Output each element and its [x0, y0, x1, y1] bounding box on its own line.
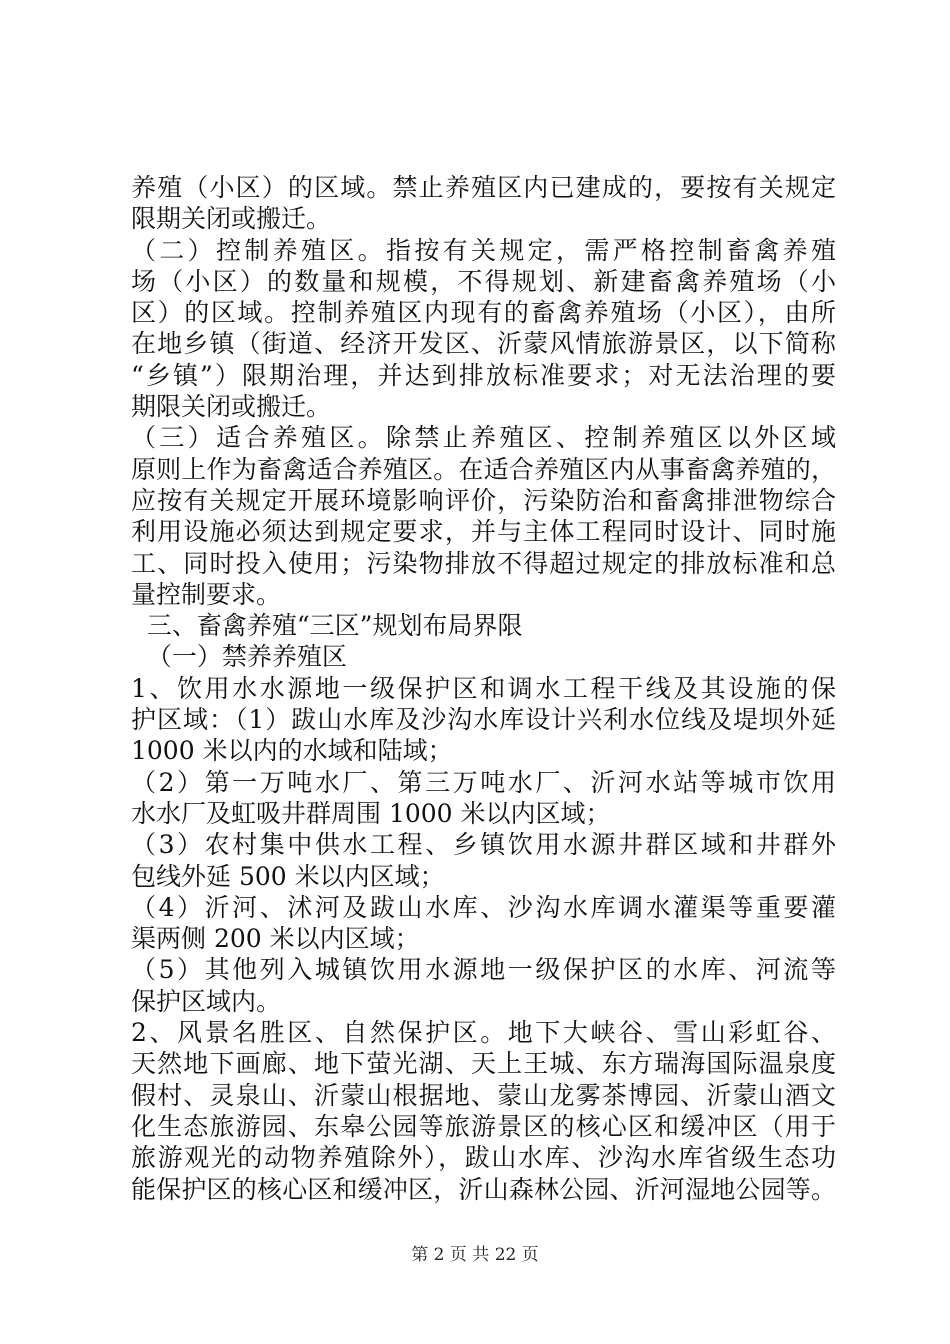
document-body [131, 172, 836, 1205]
text-line: “乡镇”）限期治理，并达到排放标准要求；对无法治理的要 [131, 360, 836, 390]
text-line: 养殖（小区）的区域。禁止养殖区内已建成的，要按有关规定 [131, 173, 836, 202]
text-line: 限期关闭或搬迁。 [131, 204, 332, 234]
text-line: 渠两侧 200 米以内区域； [131, 924, 420, 954]
text-line: 区）的区域。控制养殖区内现有的畜禽养殖场（小区），由所 [131, 298, 836, 328]
text-line: （2）第一万吨水厂、第三万吨水厂、沂河水站等城市饮用 [131, 767, 836, 797]
text-line: （3）农村集中供水工程、乡镇饮用水源井群区域和井群外 [131, 830, 836, 860]
text-line: （4）沂河、沭河及跋山水库、沙沟水库调水灌渠等重要灌 [131, 892, 836, 922]
text-line: （5）其他列入城镇饮用水源地一级保护区的水库、河流等 [131, 955, 836, 985]
text-line: 期限关闭或搬迁。 [131, 392, 332, 422]
text-line: 利用设施必须达到规定要求，并与主体工程同时设计、同时施 [131, 517, 836, 547]
text-line: （一）禁养养殖区 [131, 642, 347, 672]
text-line: 工、同时投入使用；污染物排放不得超过规定的排放标准和总 [131, 548, 836, 578]
page-footer: 第 2 页 共 22 页 [411, 1245, 539, 1265]
text-line: 2、风景名胜区、自然保护区。地下大峡谷、雪山彩虹谷、 [131, 1018, 836, 1048]
text-line: 化生态旅游园、东皋公园等旅游景区的核心区和缓冲区（用于 [131, 1111, 836, 1141]
text-line: 水水厂及虹吸井群周围 1000 米以内区域； [131, 798, 611, 828]
text-line: 原则上作为畜禽适合养殖区。在适合养殖区内从事畜禽养殖的， [131, 454, 836, 484]
text-line: 保护区域内。 [131, 986, 282, 1016]
text-line: 护区域：（1）跋山水库及沙沟水库设计兴利水位线及堤坝外延 [131, 705, 836, 735]
text-line: （三）适合养殖区。除禁止养殖区、控制养殖区以外区域 [131, 423, 836, 453]
text-line: 三、畜禽养殖“三区”规划布局界限 [131, 611, 523, 641]
text-line: 量控制要求。 [131, 579, 282, 609]
text-line: 1000 米以内的水域和陆域； [131, 736, 453, 766]
text-line: 场（小区）的数量和规模，不得规划、新建畜禽养殖场（小 [131, 266, 836, 296]
text-line: 旅游观光的动物养殖除外），跋山水库、沙沟水库省级生态功 [131, 1143, 836, 1173]
text-line: 1、饮用水水源地一级保护区和调水工程干线及其设施的保 [131, 673, 836, 703]
text-line: 能保护区的核心区和缓冲区，沂山森林公园、沂河湿地公园等。 [131, 1174, 836, 1204]
text-line: 天然地下画廊、地下萤光湖、天上王城、东方瑞海国际温泉度 [131, 1049, 836, 1079]
text-line: 假村、灵泉山、沂蒙山根据地、蒙山龙雾茶博园、沂蒙山酒文 [131, 1080, 836, 1110]
text-line: 包线外延 500 米以内区域； [131, 861, 445, 891]
text-line: （二）控制养殖区。指按有关规定，需严格控制畜禽养殖 [131, 235, 836, 265]
text-line: 在地乡镇（街道、经济开发区、沂蒙风情旅游景区，以下简称 [131, 329, 836, 359]
text-line: 应按有关规定开展环境影响评价，污染防治和畜禽排泄物综合 [131, 485, 836, 515]
